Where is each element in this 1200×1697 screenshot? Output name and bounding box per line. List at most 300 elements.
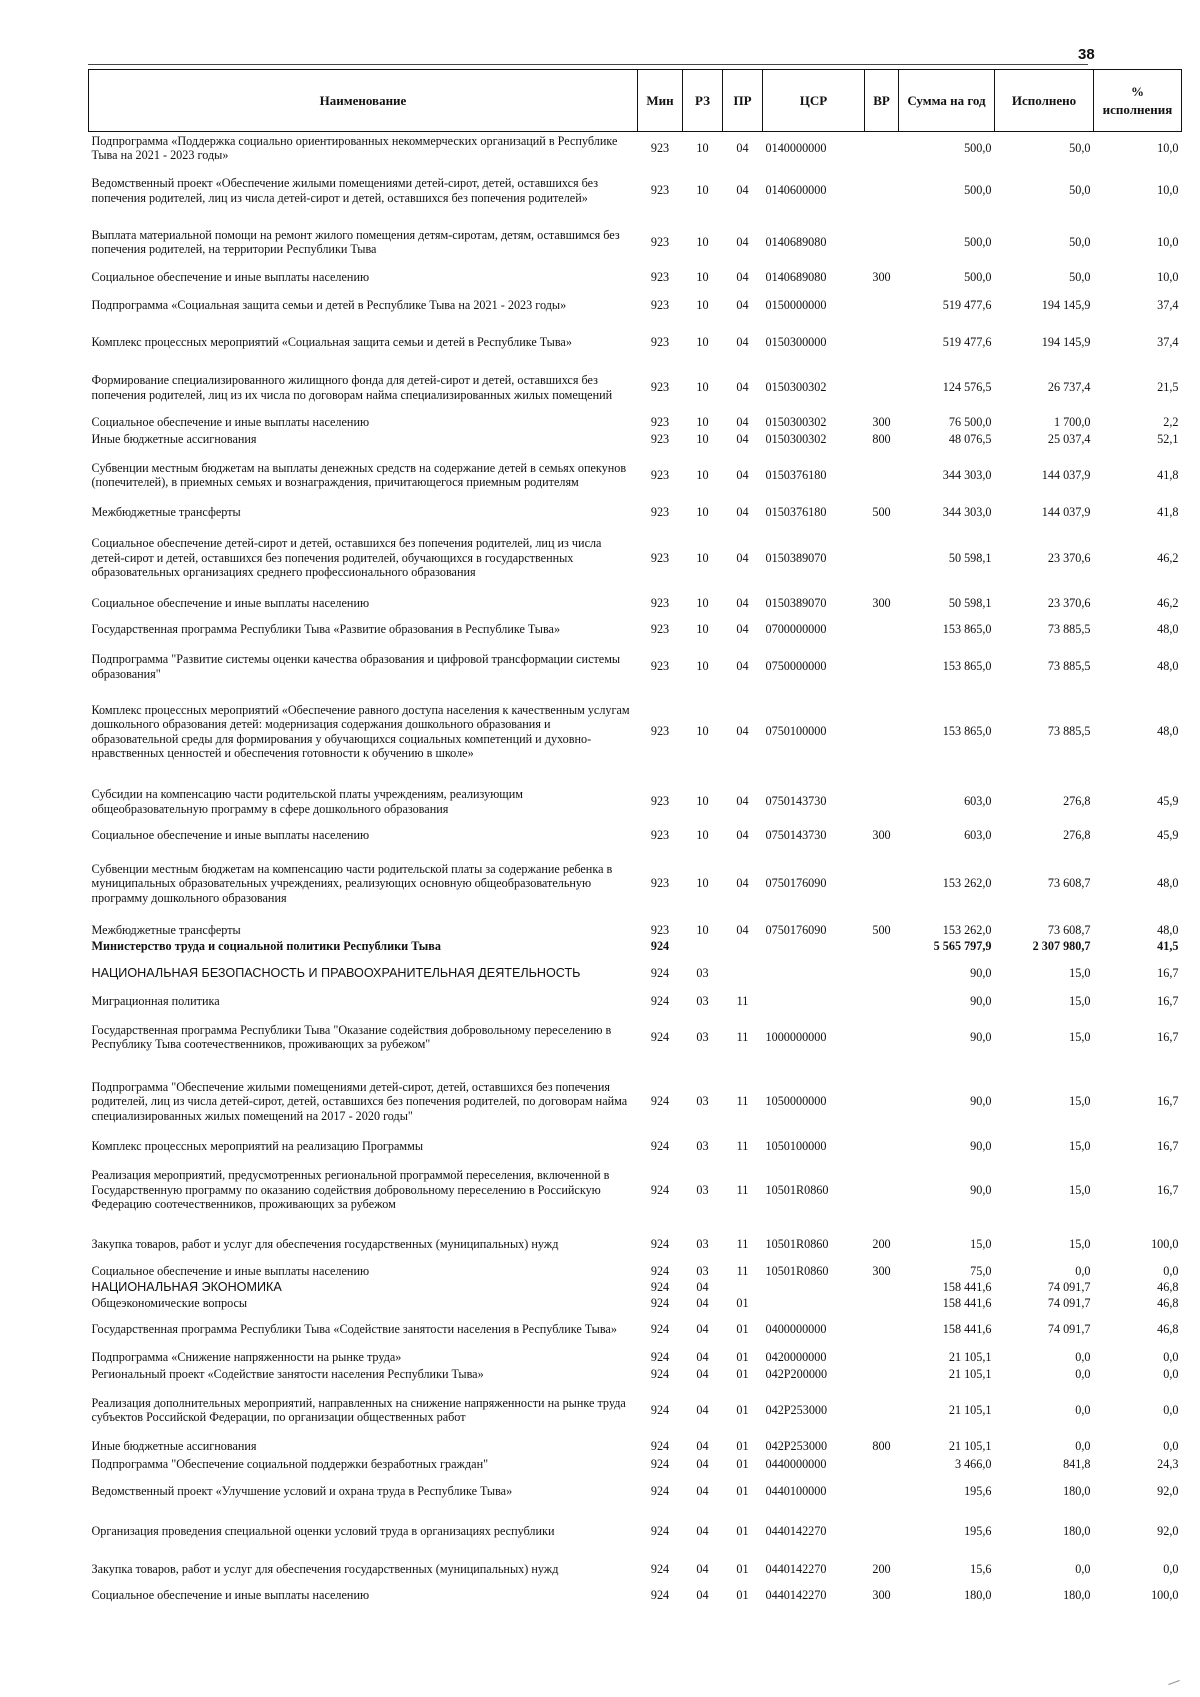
row-rz: 03 [696,966,709,981]
row-sum: 50 598,1 [948,595,992,610]
row-executed: 144 037,9 [1041,504,1091,519]
row-pr: 04 [736,335,749,350]
row-rz: 10 [696,622,709,637]
table-row [89,362,1182,414]
row-percent: 48,0 [1157,659,1179,674]
row-min: 924 [650,1322,670,1337]
row-csr: 0750143730 [765,828,827,843]
table-row [89,1438,1182,1456]
column-header-name: Наименование [89,70,638,132]
row-percent: 92,0 [1157,1484,1179,1499]
row-vr [865,648,899,686]
row-executed: 194 145,9 [1041,298,1091,313]
row-rz: 04 [696,1295,709,1310]
row-name: Государственная программа Республики Тыва «Содействие занятости населения в Республике Тыва» [91,1322,617,1337]
table-row [89,414,1182,432]
row-sum: 180,0 [964,1587,992,1602]
row-min: 923 [650,622,670,637]
row-executed: 74 091,7 [1047,1280,1091,1295]
table-row [89,165,1182,217]
row-name: Закупка товаров, работ и услуг для обеспечения государственных (муниципальных) нужд [91,1562,559,1577]
row-executed: 0,0 [1075,1349,1091,1364]
row-percent: 48,0 [1157,622,1179,637]
row-rz: 10 [696,141,709,156]
row-executed: 15,0 [1069,1029,1091,1044]
table-header [89,70,1182,132]
row-pr: 01 [736,1349,749,1364]
row-percent: 0,0 [1163,1349,1179,1364]
budget-table [88,69,1182,1604]
row-sum: 21 105,1 [948,1366,992,1381]
row-rz: 04 [696,1349,709,1364]
row-sum: 344 303,0 [942,467,992,482]
table-row [89,955,1182,993]
table-row [89,1473,1182,1511]
row-csr: 0150300302 [765,432,827,447]
row-rz: 10 [696,270,709,285]
row-name: Реализация дополнительных мероприятий, направленных на снижение напряженности на рынке труда субъектов Российской Федерации, по организации общественных работ [91,1395,626,1424]
row-csr: 0150376180 [765,504,827,519]
row-name: Социальное обеспечение и иные выплаты населению [91,595,370,610]
row-vr [865,1456,899,1473]
row-csr: 0750143730 [765,794,827,809]
row-vr [865,778,899,826]
row-executed: 0,0 [1075,1402,1091,1417]
row-sum: 21 105,1 [948,1439,992,1454]
table-row [89,1311,1182,1349]
row-vr [865,288,899,324]
row-pr: 01 [736,1295,749,1310]
row-name: Государственная программа Республики Тыва «Развитие образования в Республике Тыва» [91,622,561,637]
row-min: 923 [650,270,670,285]
row-name: Субвенции местным бюджетам на компенсацию части родительской платы за содержание ребенка в муниципальных образовательных учреждениях, реализующих основную общеобразовательную программу дошкольного образования [91,861,613,905]
row-rz: 10 [696,415,709,430]
row-name: Выплата материальной помощи на ремонт жилого помещения детям-сиротам, детям, оставшимся без попечения родителей, на территории Республики Тыва [91,227,620,256]
row-sum: 519 477,6 [942,335,992,350]
row-executed: 50,0 [1069,234,1091,249]
row-min: 923 [650,595,670,610]
row-rz: 10 [696,183,709,198]
row-name: Социальное обеспечение и иные выплаты населению [91,1587,370,1602]
row-csr: 0440000000 [765,1456,827,1471]
row-pr: 04 [736,550,749,565]
row-executed: 25 037,4 [1047,432,1091,447]
row-name: Общеэкономические вопросы [91,1295,248,1310]
row-percent: 52,1 [1157,432,1179,447]
table-row [89,1227,1182,1263]
table-row [89,324,1182,362]
row-min: 924 [650,966,670,981]
row-rz: 04 [696,1456,709,1471]
row-name: Комплекс процессных мероприятий «Обеспечение равного доступа населения к качественным услугам дошкольного образования детей: модернизация содержания дошкольного образования и образовательной среды для формирования у обучающихся социальных компетенций и духовно-нравственных ценностей и обеспечения готовности к обучению в школе» [91,702,630,760]
row-name: Социальное обеспечение и иные выплаты населению [91,1263,370,1278]
row-csr: 0400000000 [765,1322,827,1337]
row-percent: 10,0 [1157,234,1179,249]
row-min: 924 [650,1366,670,1381]
row-vr: 500 [872,504,891,519]
row-sum: 344 303,0 [942,504,992,519]
row-percent: 45,9 [1157,794,1179,809]
row-percent: 41,8 [1157,467,1179,482]
row-name: Региональный проект «Содействие занятости населения Республики Тыва» [91,1366,484,1381]
row-sum: 603,0 [964,828,992,843]
row-name: Организация проведения специальной оценки условий труда в организациях республики [91,1524,555,1539]
column-header-vr: ВР [865,70,899,132]
row-vr [865,612,899,648]
table-row [89,1296,1182,1311]
row-vr [865,1065,899,1139]
row-vr [865,1139,899,1154]
row-sum: 90,0 [970,1182,992,1197]
row-vr [865,1383,899,1438]
row-executed: 180,0 [1063,1524,1091,1539]
row-csr: 10501R0860 [765,1182,829,1197]
row-min: 923 [650,415,670,430]
row-rz: 10 [696,922,709,937]
row-name: Социальное обеспечение и иные выплаты населению [91,415,370,430]
row-name: Иные бюджетные ассигнования [91,432,257,447]
row-pr: 01 [736,1402,749,1417]
table-row [89,432,1182,448]
row-vr [865,217,899,268]
row-executed: 23 370,6 [1047,595,1091,610]
row-executed: 841,8 [1063,1456,1091,1471]
row-vr: 300 [872,270,891,285]
row-rz: 03 [696,1029,709,1044]
row-min: 923 [650,298,670,313]
row-name: Субсидии на компенсацию части родительской платы учреждениям, реализующим общеобразовательную программу в сфере дошкольного образования [91,787,523,816]
row-min: 923 [650,724,670,739]
row-sum: 21 105,1 [948,1349,992,1364]
row-executed: 276,8 [1063,794,1091,809]
row-vr [865,1511,899,1553]
row-min: 923 [650,876,670,891]
row-percent: 37,4 [1157,298,1179,313]
row-pr: 11 [736,1237,749,1252]
row-percent: 41,8 [1157,504,1179,519]
row-csr: 0750100000 [765,724,827,739]
row-executed: 0,0 [1075,1263,1091,1278]
row-percent: 46,8 [1157,1295,1179,1310]
row-csr: 0420000000 [765,1349,827,1364]
row-vr [865,846,899,922]
row-min: 923 [650,467,670,482]
column-header-percent: % исполнения [1094,70,1182,132]
row-sum: 15,0 [970,1237,992,1252]
row-pr: 04 [736,595,749,610]
row-rz: 04 [696,1524,709,1539]
table-row [89,1065,1182,1139]
row-csr: 042P200000 [765,1366,828,1381]
row-min: 924 [650,1349,670,1364]
row-percent: 16,7 [1157,1182,1179,1197]
row-pr: 01 [736,1562,749,1577]
row-sum: 50 598,1 [948,550,992,565]
row-sum: 90,0 [970,993,992,1008]
row-csr: 0440142270 [765,1562,827,1577]
row-rz: 10 [696,432,709,447]
table-row [89,686,1182,778]
row-pr: 04 [736,380,749,395]
table-row [89,648,1182,686]
row-percent: 48,0 [1157,876,1179,891]
table-row [89,132,1182,165]
row-executed: 144 037,9 [1041,467,1091,482]
row-sum: 90,0 [970,1138,992,1153]
row-pr: 04 [736,467,749,482]
row-vr [865,1280,899,1296]
row-pr [723,1280,763,1296]
row-sum: 153 865,0 [942,724,992,739]
row-pr: 04 [736,298,749,313]
row-executed: 15,0 [1069,1094,1091,1109]
row-sum: 76 500,0 [948,415,992,430]
row-executed: 73 608,7 [1047,876,1091,891]
row-vr [865,1010,899,1065]
row-csr: 042P253000 [765,1402,828,1417]
row-percent: 0,0 [1163,1263,1179,1278]
row-min: 924 [650,1280,670,1295]
row-name: Закупка товаров, работ и услуг для обеспечения государственных (муниципальных) нужд [91,1237,559,1252]
row-rz: 10 [696,794,709,809]
row-min: 923 [650,234,670,249]
row-executed: 15,0 [1069,1237,1091,1252]
row-vr: 300 [872,595,891,610]
row-vr [865,1154,899,1227]
row-name: Формирование специализированного жилищного фонда для детей-сирот и детей, оставшихся без попечения родителей, лиц из их числа по договорам найма специализированных жилых помещений [91,373,613,402]
row-pr: 11 [736,1263,749,1278]
row-pr: 01 [736,1524,749,1539]
row-name: Ведомственный проект «Обеспечение жилыми помещениями детей-сирот, детей, оставшихся без попечения родителей, лиц из числа детей-сирот и детей, оставшихся без попечения родителей» [91,176,599,205]
table-row [89,595,1182,612]
row-name: Реализация мероприятий, предусмотренных региональной программой переселения, включенной в Государственную программу по оказанию содействия добровольному переселению в Российскую Федерацию соотечественников, проживающих за рубежом [91,1168,610,1212]
row-rz: 03 [696,1094,709,1109]
row-vr [865,1296,899,1311]
row-percent: 0,0 [1163,1366,1179,1381]
row-name: Государственная программа Республики Тыва "Оказание содействия добровольному переселению в Республику Тыва соотечественников, проживающих за рубежом" [91,1022,612,1051]
row-csr: 0150000000 [765,298,827,313]
row-percent: 10,0 [1157,270,1179,285]
row-vr [865,686,899,778]
row-rz: 03 [696,993,709,1008]
row-percent: 0,0 [1163,1562,1179,1577]
row-pr: 04 [736,828,749,843]
row-rz: 10 [696,659,709,674]
row-sum: 90,0 [970,966,992,981]
row-rz: 04 [696,1322,709,1337]
row-rz: 03 [696,1263,709,1278]
row-min: 924 [650,1138,670,1153]
row-name: Субвенции местным бюджетам на выплаты денежных средств на содержание детей в семьях опекунов (попечителей), в приемных семьях и вознаграждения, причитающегося приемным родителям [91,460,627,489]
row-vr: 300 [872,415,891,430]
table-row [89,778,1182,826]
table-row [89,1553,1182,1587]
row-min: 924 [650,1295,670,1310]
row-sum: 519 477,6 [942,298,992,313]
row-rz: 04 [696,1587,709,1602]
row-executed: 74 091,7 [1047,1295,1091,1310]
row-executed: 2 307 980,7 [1032,939,1091,954]
row-pr: 04 [736,415,749,430]
row-executed: 15,0 [1069,966,1091,981]
row-sum: 153 262,0 [942,876,992,891]
row-csr: 0150389070 [765,550,827,565]
row-csr: 0440142270 [765,1587,827,1602]
row-pr: 01 [736,1322,749,1337]
row-csr [763,993,865,1010]
row-csr: 10501R0860 [765,1237,829,1252]
row-sum: 153 865,0 [942,659,992,674]
table-row [89,1511,1182,1553]
row-pr [723,955,763,993]
row-rz: 10 [696,298,709,313]
row-min: 923 [650,794,670,809]
row-sum: 124 576,5 [942,380,992,395]
row-rz: 10 [696,828,709,843]
row-min: 924 [650,1263,670,1278]
row-rz: 10 [696,380,709,395]
row-sum: 90,0 [970,1094,992,1109]
row-percent: 0,0 [1163,1439,1179,1454]
row-csr: 042P253000 [765,1439,828,1454]
row-csr: 0150376180 [765,467,827,482]
row-csr: 10501R0860 [765,1263,829,1278]
row-pr: 11 [736,993,749,1008]
table-body [89,132,1182,1604]
row-executed: 15,0 [1069,993,1091,1008]
row-sum: 90,0 [970,1029,992,1044]
row-csr [763,1296,865,1311]
row-min: 924 [650,1456,670,1471]
row-sum: 75,0 [970,1263,992,1278]
row-vr: 200 [872,1237,891,1252]
row-csr: 0150389070 [765,595,827,610]
row-percent: 46,8 [1157,1280,1179,1295]
row-pr: 11 [736,1182,749,1197]
row-percent: 16,7 [1157,1094,1179,1109]
row-csr: 0140000000 [765,141,827,156]
row-rz: 10 [696,595,709,610]
row-pr: 11 [736,1094,749,1109]
row-executed: 73 608,7 [1047,922,1091,937]
row-vr [865,1311,899,1349]
row-csr [763,939,865,955]
row-executed: 180,0 [1063,1587,1091,1602]
row-vr [865,939,899,955]
table-row [89,939,1182,955]
row-pr: 04 [736,270,749,285]
row-csr [763,955,865,993]
row-pr: 04 [736,724,749,739]
row-min: 924 [650,1182,670,1197]
row-pr: 04 [736,432,749,447]
row-min: 923 [650,183,670,198]
row-name: Подпрограмма «Поддержка социально ориентированных некоммерческих организаций в Республике Тыва на 2021 - 2023 годы» [91,133,618,163]
row-min: 924 [650,1587,670,1602]
row-sum: 158 441,6 [942,1280,992,1295]
row-sum: 500,0 [964,234,992,249]
table-row [89,922,1182,939]
row-min: 923 [650,335,670,350]
row-sum: 48 076,5 [948,432,992,447]
table-row [89,522,1182,595]
row-pr: 01 [736,1439,749,1454]
row-csr: 0440100000 [765,1484,827,1499]
row-executed: 50,0 [1069,183,1091,198]
row-pr: 04 [736,659,749,674]
row-percent: 16,7 [1157,1138,1179,1153]
row-rz: 10 [696,467,709,482]
row-name: Иные бюджетные ассигнования [91,1439,257,1454]
row-csr: 1050000000 [765,1094,827,1109]
row-executed: 180,0 [1063,1484,1091,1499]
row-pr: 11 [736,1138,749,1153]
row-rz: 10 [696,504,709,519]
column-header-csr: ЦСР [763,70,865,132]
row-percent: 10,0 [1157,183,1179,198]
table-row [89,826,1182,846]
row-min: 924 [650,1094,670,1109]
row-vr: 800 [872,1439,891,1454]
row-pr: 04 [736,141,749,156]
row-percent: 46,8 [1157,1322,1179,1337]
row-sum: 603,0 [964,794,992,809]
row-sum: 158 441,6 [942,1295,992,1310]
row-min: 923 [650,550,670,565]
row-pr: 11 [736,1029,749,1044]
row-min: 923 [650,432,670,447]
row-vr [865,165,899,217]
row-pr [723,939,763,955]
page-number: 38 [1078,46,1095,63]
row-executed: 74 091,7 [1047,1322,1091,1337]
row-rz: 10 [696,335,709,350]
row-csr: 0750176090 [765,922,827,937]
row-name: Миграционная политика [91,993,220,1008]
row-vr [865,1473,899,1511]
row-name: НАЦИОНАЛЬНАЯ ЭКОНОМИКА [91,1280,282,1295]
row-name: Подпрограмма "Обеспечение социальной поддержки безработных граждан" [91,1456,489,1471]
row-csr: 0150300302 [765,380,827,395]
row-vr: 500 [872,922,891,937]
table-row [89,1349,1182,1366]
row-rz: 10 [696,876,709,891]
row-percent: 100,0 [1151,1237,1179,1252]
row-csr: 0140600000 [765,183,827,198]
row-csr: 0700000000 [765,622,827,637]
row-sum: 15,6 [970,1562,992,1577]
table-row [89,993,1182,1010]
row-executed: 276,8 [1063,828,1091,843]
row-executed: 73 885,5 [1047,622,1091,637]
row-name: Комплекс процессных мероприятий «Социальная защита семьи и детей в Республике Тыва» [91,335,572,350]
row-executed: 26 737,4 [1047,380,1091,395]
row-min: 923 [650,141,670,156]
table-row [89,1366,1182,1383]
table-row [89,1383,1182,1438]
row-csr: 1000000000 [765,1029,827,1044]
row-name: Социальное обеспечение и иные выплаты населению [91,828,370,843]
table-row [89,1010,1182,1065]
row-rz: 04 [696,1439,709,1454]
row-vr [865,448,899,503]
row-percent: 92,0 [1157,1524,1179,1539]
row-sum: 153 865,0 [942,622,992,637]
row-name: Комплекс процессных мероприятий на реализацию Программы [91,1138,424,1153]
row-csr: 0140689080 [765,234,827,249]
row-executed: 0,0 [1075,1562,1091,1577]
row-executed: 0,0 [1075,1439,1091,1454]
